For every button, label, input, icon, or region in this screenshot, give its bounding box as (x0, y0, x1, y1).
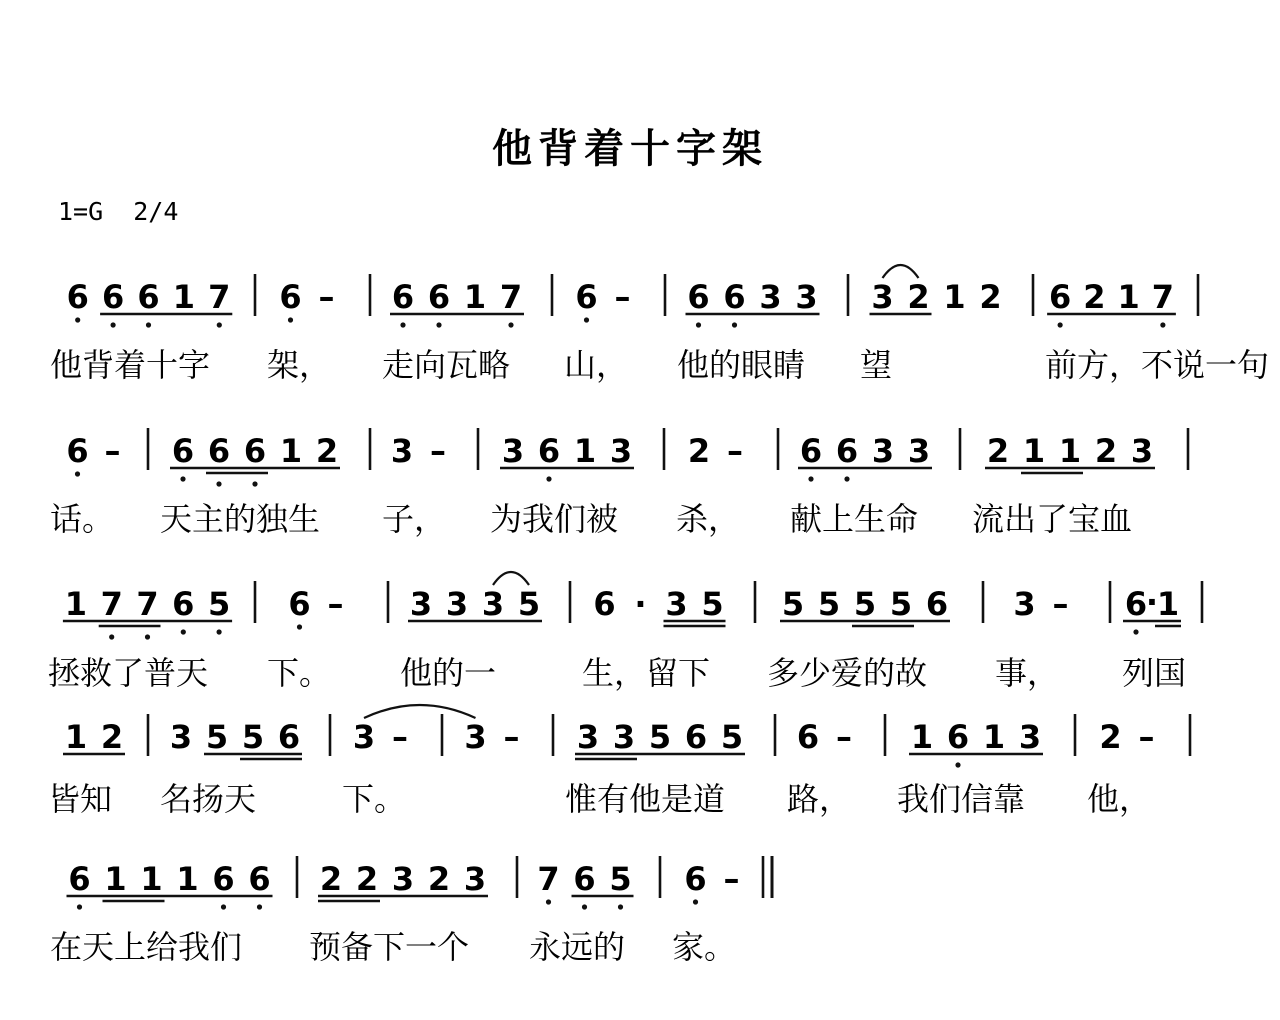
lyric-segment: 子， (382, 500, 447, 538)
note: 3 (795, 278, 818, 316)
dash-mark: – (727, 432, 743, 470)
lyric-segment: 天主的独生 (160, 500, 321, 538)
note: 6 (279, 278, 302, 316)
tie-arc (493, 572, 529, 585)
measure (593, 585, 725, 626)
note: 6 (288, 585, 311, 623)
note: 3 (391, 860, 415, 898)
note: 6 (391, 278, 415, 316)
measure (288, 585, 343, 630)
note: 6 (248, 860, 271, 898)
note: 6 (687, 278, 710, 316)
low-octave-dot (146, 322, 151, 327)
note: 2 (100, 718, 124, 756)
note: 2 (1099, 718, 1122, 756)
dash-mark: – (1052, 585, 1069, 623)
note: 7 (1151, 278, 1175, 316)
note: 1 (1022, 432, 1046, 470)
dash-mark: – (392, 718, 408, 756)
note: 3 (609, 432, 633, 470)
measure (1013, 585, 1068, 623)
note: 3 (390, 432, 414, 470)
note: 2 (355, 860, 379, 898)
lyric-segment: 在天上给我们 (50, 928, 243, 966)
measure (63, 718, 125, 756)
low-octave-dot (1133, 629, 1138, 634)
note: 7 (499, 278, 523, 316)
note: 5 (207, 585, 231, 623)
measure (67, 860, 273, 910)
measure (390, 278, 524, 328)
note: 6 (171, 432, 195, 470)
lyric-segment: 架， (267, 346, 332, 384)
measure (63, 585, 232, 640)
low-octave-dot (217, 629, 222, 634)
note: 5 (853, 585, 877, 623)
lyric-segment: 下。 (342, 780, 407, 818)
low-octave-dot (584, 317, 589, 322)
dash-mark: – (318, 278, 335, 316)
lyric-segment: 皆知 (48, 780, 113, 818)
measure (686, 278, 820, 328)
measure (408, 585, 542, 623)
note: 2 (427, 860, 451, 898)
lyric-segment: 多少爱的故 (767, 654, 928, 692)
note: 1 (140, 860, 163, 898)
dash-mark: – (327, 585, 344, 623)
lyric-segment: 家。 (672, 928, 737, 966)
note: 1 (573, 432, 597, 470)
low-octave-dot (508, 322, 513, 327)
lyric-segment: 名扬天 (160, 780, 257, 818)
low-octave-dot (145, 634, 150, 639)
note: 6 (207, 432, 231, 470)
lyric-segment: 生，留下 (582, 654, 711, 692)
note: 2 (979, 278, 1002, 316)
note: 1 (176, 860, 199, 898)
note: 3 (612, 718, 636, 756)
low-octave-dot (1160, 322, 1165, 327)
note: 7 (208, 278, 231, 316)
note: 3 (352, 718, 376, 756)
low-octave-dot (181, 629, 186, 634)
dash-mark: – (430, 432, 446, 470)
note: 6 (1124, 585, 1148, 623)
measure (575, 278, 630, 323)
lyric-segment: 杀， (676, 500, 741, 538)
low-octave-dot (109, 634, 114, 639)
note: 6 (66, 432, 89, 470)
note: 1 (64, 718, 88, 756)
low-octave-dot (257, 904, 262, 909)
lyric-segment: 山， (564, 346, 629, 384)
measure (500, 432, 634, 482)
measure (909, 718, 1043, 768)
score-row (50, 265, 1269, 384)
note: 5 (648, 718, 672, 756)
note: 6 (946, 718, 970, 756)
measure (798, 432, 932, 482)
note: 5 (889, 585, 913, 623)
note: 1 (910, 718, 934, 756)
measure (870, 278, 1002, 316)
note: 1 (463, 278, 487, 316)
score-row (50, 856, 772, 966)
low-octave-dot (618, 904, 623, 909)
note: 3 (1130, 432, 1154, 470)
note: 2 (1083, 278, 1106, 316)
augmentation-dot: · (634, 585, 647, 623)
note: 3 (501, 432, 525, 470)
note: 2 (319, 860, 343, 898)
note: 6 (593, 585, 616, 623)
low-octave-dot (216, 481, 221, 486)
low-octave-dot (217, 322, 222, 327)
score-row (48, 705, 1190, 818)
dash-mark: – (1138, 718, 1155, 756)
note: 1 (279, 432, 303, 470)
note: 3 (169, 718, 193, 756)
lyric-segment: 望 (860, 346, 893, 384)
lyric-segment: 路， (787, 780, 852, 818)
note: 5 (817, 585, 841, 623)
note: 2 (907, 278, 930, 316)
lyric-segment: 事， (995, 654, 1060, 692)
measure (464, 718, 519, 756)
note: 5 (781, 585, 805, 623)
note: 6 (66, 278, 89, 316)
note: 5 (701, 585, 724, 623)
score-rows (48, 265, 1269, 966)
lyric-segment: 话。 (50, 500, 115, 538)
measure (537, 860, 633, 910)
note: 7 (100, 585, 123, 623)
note: 6 (537, 432, 561, 470)
note: 6 (925, 585, 949, 623)
score-row (48, 572, 1202, 692)
lyric-segment: 下。 (267, 654, 332, 692)
song-title: 他背着十字架 (492, 125, 768, 172)
lyric-segment: 他的眼睛 (677, 346, 806, 384)
note: 6 (68, 860, 91, 898)
dash-mark: – (614, 278, 631, 316)
lyric-segment: 拯救了普天 (48, 654, 209, 692)
low-octave-dot (252, 481, 257, 486)
lyric-segment: 预备下一个 (309, 928, 470, 966)
note: 3 (464, 718, 487, 756)
note: 6 (1048, 278, 1072, 316)
note: 3 (759, 278, 782, 316)
note: 1 (104, 860, 127, 898)
note: 3 (576, 718, 600, 756)
note: 6 (573, 860, 596, 898)
lyric-segment: 惟有他是道 (565, 780, 726, 818)
measure (66, 432, 120, 477)
note: 6 (212, 860, 235, 898)
note: 6 (575, 278, 598, 316)
measure (1099, 718, 1154, 756)
note: 3 (1013, 585, 1036, 623)
dash-mark: – (836, 718, 852, 756)
low-octave-dot (75, 471, 80, 476)
note: 1 (64, 585, 88, 623)
note: 6 (172, 585, 195, 623)
note: 5 (517, 585, 541, 623)
note: 7 (537, 860, 560, 898)
note: 3 (871, 432, 895, 470)
lyric-segment: 他的一 (400, 654, 497, 692)
lyric-segment: 流出了宝血 (972, 500, 1133, 538)
low-octave-dot (436, 322, 441, 327)
key-signature: 1=G 2/4 (58, 197, 179, 226)
measure (170, 432, 340, 487)
note: 6 (277, 718, 301, 756)
note: 5 (720, 718, 744, 756)
measure (575, 718, 745, 759)
note: 6 (137, 278, 160, 316)
low-octave-dot (955, 762, 960, 767)
low-octave-dot (297, 624, 302, 629)
measure (170, 718, 302, 759)
note: 3 (445, 585, 469, 623)
note: 3 (871, 278, 894, 316)
note: 1 (1058, 432, 1082, 470)
note: 1 (982, 718, 1006, 756)
note: 1 (1117, 278, 1140, 316)
note: 7 (136, 585, 159, 623)
dash-mark: – (723, 860, 740, 898)
note: 5 (609, 860, 632, 898)
measure (985, 432, 1155, 473)
note: 6 (243, 432, 267, 470)
note: 6 (799, 432, 823, 470)
lyric-segment: 列国 (1122, 654, 1187, 692)
measure (797, 718, 852, 756)
note: 6 (723, 278, 746, 316)
low-octave-dot (75, 317, 80, 322)
low-octave-dot (111, 322, 116, 327)
note: 6 (835, 432, 859, 470)
measure (67, 278, 233, 328)
low-octave-dot (1058, 322, 1063, 327)
measure (780, 585, 950, 626)
lyric-segment: 他背着十字 (50, 346, 211, 384)
lyric-segment: 前方，不说一句 (1045, 346, 1270, 384)
measure (279, 278, 334, 323)
note: 6 (684, 860, 707, 898)
low-octave-dot (77, 904, 82, 909)
measure (1047, 278, 1176, 328)
low-octave-dot (808, 476, 813, 481)
score-row (50, 428, 1188, 538)
lyric-segment: 他， (1087, 780, 1152, 818)
note: 6 (684, 718, 708, 756)
dash-mark: – (503, 718, 520, 756)
dash-mark: – (104, 432, 121, 470)
measure (1123, 583, 1181, 635)
tie-arc (364, 705, 476, 718)
note: 3 (907, 432, 931, 470)
low-octave-dot (546, 476, 551, 481)
augmentation-dot: · (1145, 583, 1159, 621)
note: 2 (315, 432, 339, 470)
note: 3 (1018, 718, 1042, 756)
low-octave-dot (696, 322, 701, 327)
note: 3 (481, 585, 505, 623)
note: 1 (1156, 585, 1180, 623)
note: 6 (796, 718, 820, 756)
low-octave-dot (288, 317, 293, 322)
measure (318, 860, 488, 901)
note: 3 (409, 585, 433, 623)
measure (353, 718, 408, 756)
low-octave-dot (582, 904, 587, 909)
low-octave-dot (546, 899, 551, 904)
note: 1 (172, 278, 196, 316)
lyric-segment: 为我们被 (490, 500, 619, 538)
note: 2 (687, 432, 711, 470)
low-octave-dot (844, 476, 849, 481)
low-octave-dot (732, 322, 737, 327)
measure (391, 432, 446, 470)
tie-arc (883, 265, 919, 278)
note: 5 (205, 718, 229, 756)
note: 2 (986, 432, 1010, 470)
low-octave-dot (693, 899, 698, 904)
lyric-segment: 走向瓦略 (382, 346, 511, 384)
note: 3 (665, 585, 688, 623)
note: 5 (241, 718, 265, 756)
lyric-segment: 我们信靠 (897, 780, 1026, 818)
measure (684, 860, 739, 905)
low-octave-dot (180, 476, 185, 481)
note: 6 (101, 278, 125, 316)
note: 3 (463, 860, 487, 898)
note: 6 (427, 278, 451, 316)
note: 1 (943, 278, 966, 316)
note: 2 (1094, 432, 1118, 470)
low-octave-dot (221, 904, 226, 909)
measure (688, 432, 743, 470)
low-octave-dot (400, 322, 405, 327)
lyric-segment: 献上生命 (790, 500, 919, 538)
lyric-segment: 永远的 (529, 928, 626, 966)
